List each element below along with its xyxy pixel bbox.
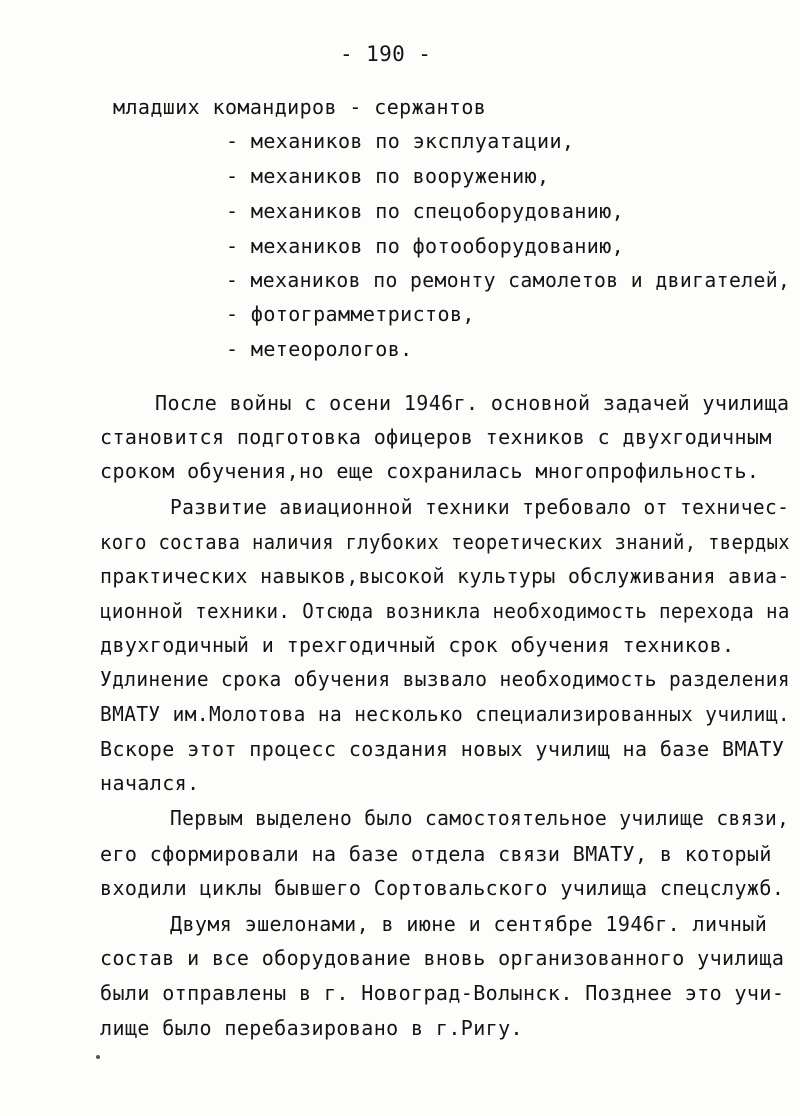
list-item: - механиков по вооружению, xyxy=(226,164,550,188)
paragraph-line: состав и все оборудование вновь организованного училища xyxy=(100,946,785,970)
paragraph-line: ВМАТУ им.Молотова на несколько специализированных училищ. xyxy=(100,702,790,726)
list-item: - механиков по ремонту самолетов и двигателей, xyxy=(226,268,791,292)
scan-speck xyxy=(96,1055,100,1059)
paragraph-line: кого состава наличия глубоких теоретических знаний, твердых xyxy=(100,530,790,554)
paragraph-line: Развитие авиационной техники требовало от техничес- xyxy=(170,495,790,519)
paragraph-line: лище было перебазировано в г.Ригу. xyxy=(100,1016,523,1040)
paragraph-line: его сформировали на базе отдела связи ВМАТУ, в который xyxy=(100,842,772,866)
list-item: - фотограмметристов, xyxy=(226,302,475,326)
paragraph-line: Двумя эшелонами, в июне и сентябре 1946г. личный xyxy=(170,912,768,936)
text-line: младших командиров - сержантов xyxy=(113,95,487,119)
paragraph-line: сроком обучения,но еще сохранилась многопрофильность. xyxy=(100,459,760,483)
list-item: - метеорологов. xyxy=(226,337,413,361)
paragraph-line: Первым выделено было самостоятельное училище связи, xyxy=(170,806,790,830)
paragraph-line: начался. xyxy=(100,771,200,795)
paragraph-line: После войны с осени 1946г. основной задачей училища xyxy=(155,391,790,415)
paragraph-line: Удлинение срока обучения вызвало необходимость разделения xyxy=(100,667,790,691)
paragraph-line: практических навыков,высокой культуры обслуживания авиа- xyxy=(100,564,790,588)
list-item: - механиков по спецоборудованию, xyxy=(226,199,625,223)
paragraph-line: ционной техники. Отсюда возникла необходимость перехода на xyxy=(100,599,790,623)
paragraph-line: были отправлены в г. Новоград-Волынск. Позднее это учи- xyxy=(100,981,785,1005)
paragraph-line: входили циклы бывшего Сортовальского училища спецслужб. xyxy=(100,876,785,900)
paragraph-line: становится подготовка офицеров техников с двухгодичным xyxy=(100,425,772,449)
paragraph-line: двухгодичный и трехгодичный срок обучения техников. xyxy=(100,633,735,657)
list-item: - механиков по фотооборудованию, xyxy=(226,234,625,258)
paragraph-line: Вскоре этот процесс создания новых училищ на базе ВМАТУ xyxy=(100,737,785,761)
list-item: - механиков по эксплуатации, xyxy=(226,129,575,153)
page-number: - 190 - xyxy=(340,42,432,66)
